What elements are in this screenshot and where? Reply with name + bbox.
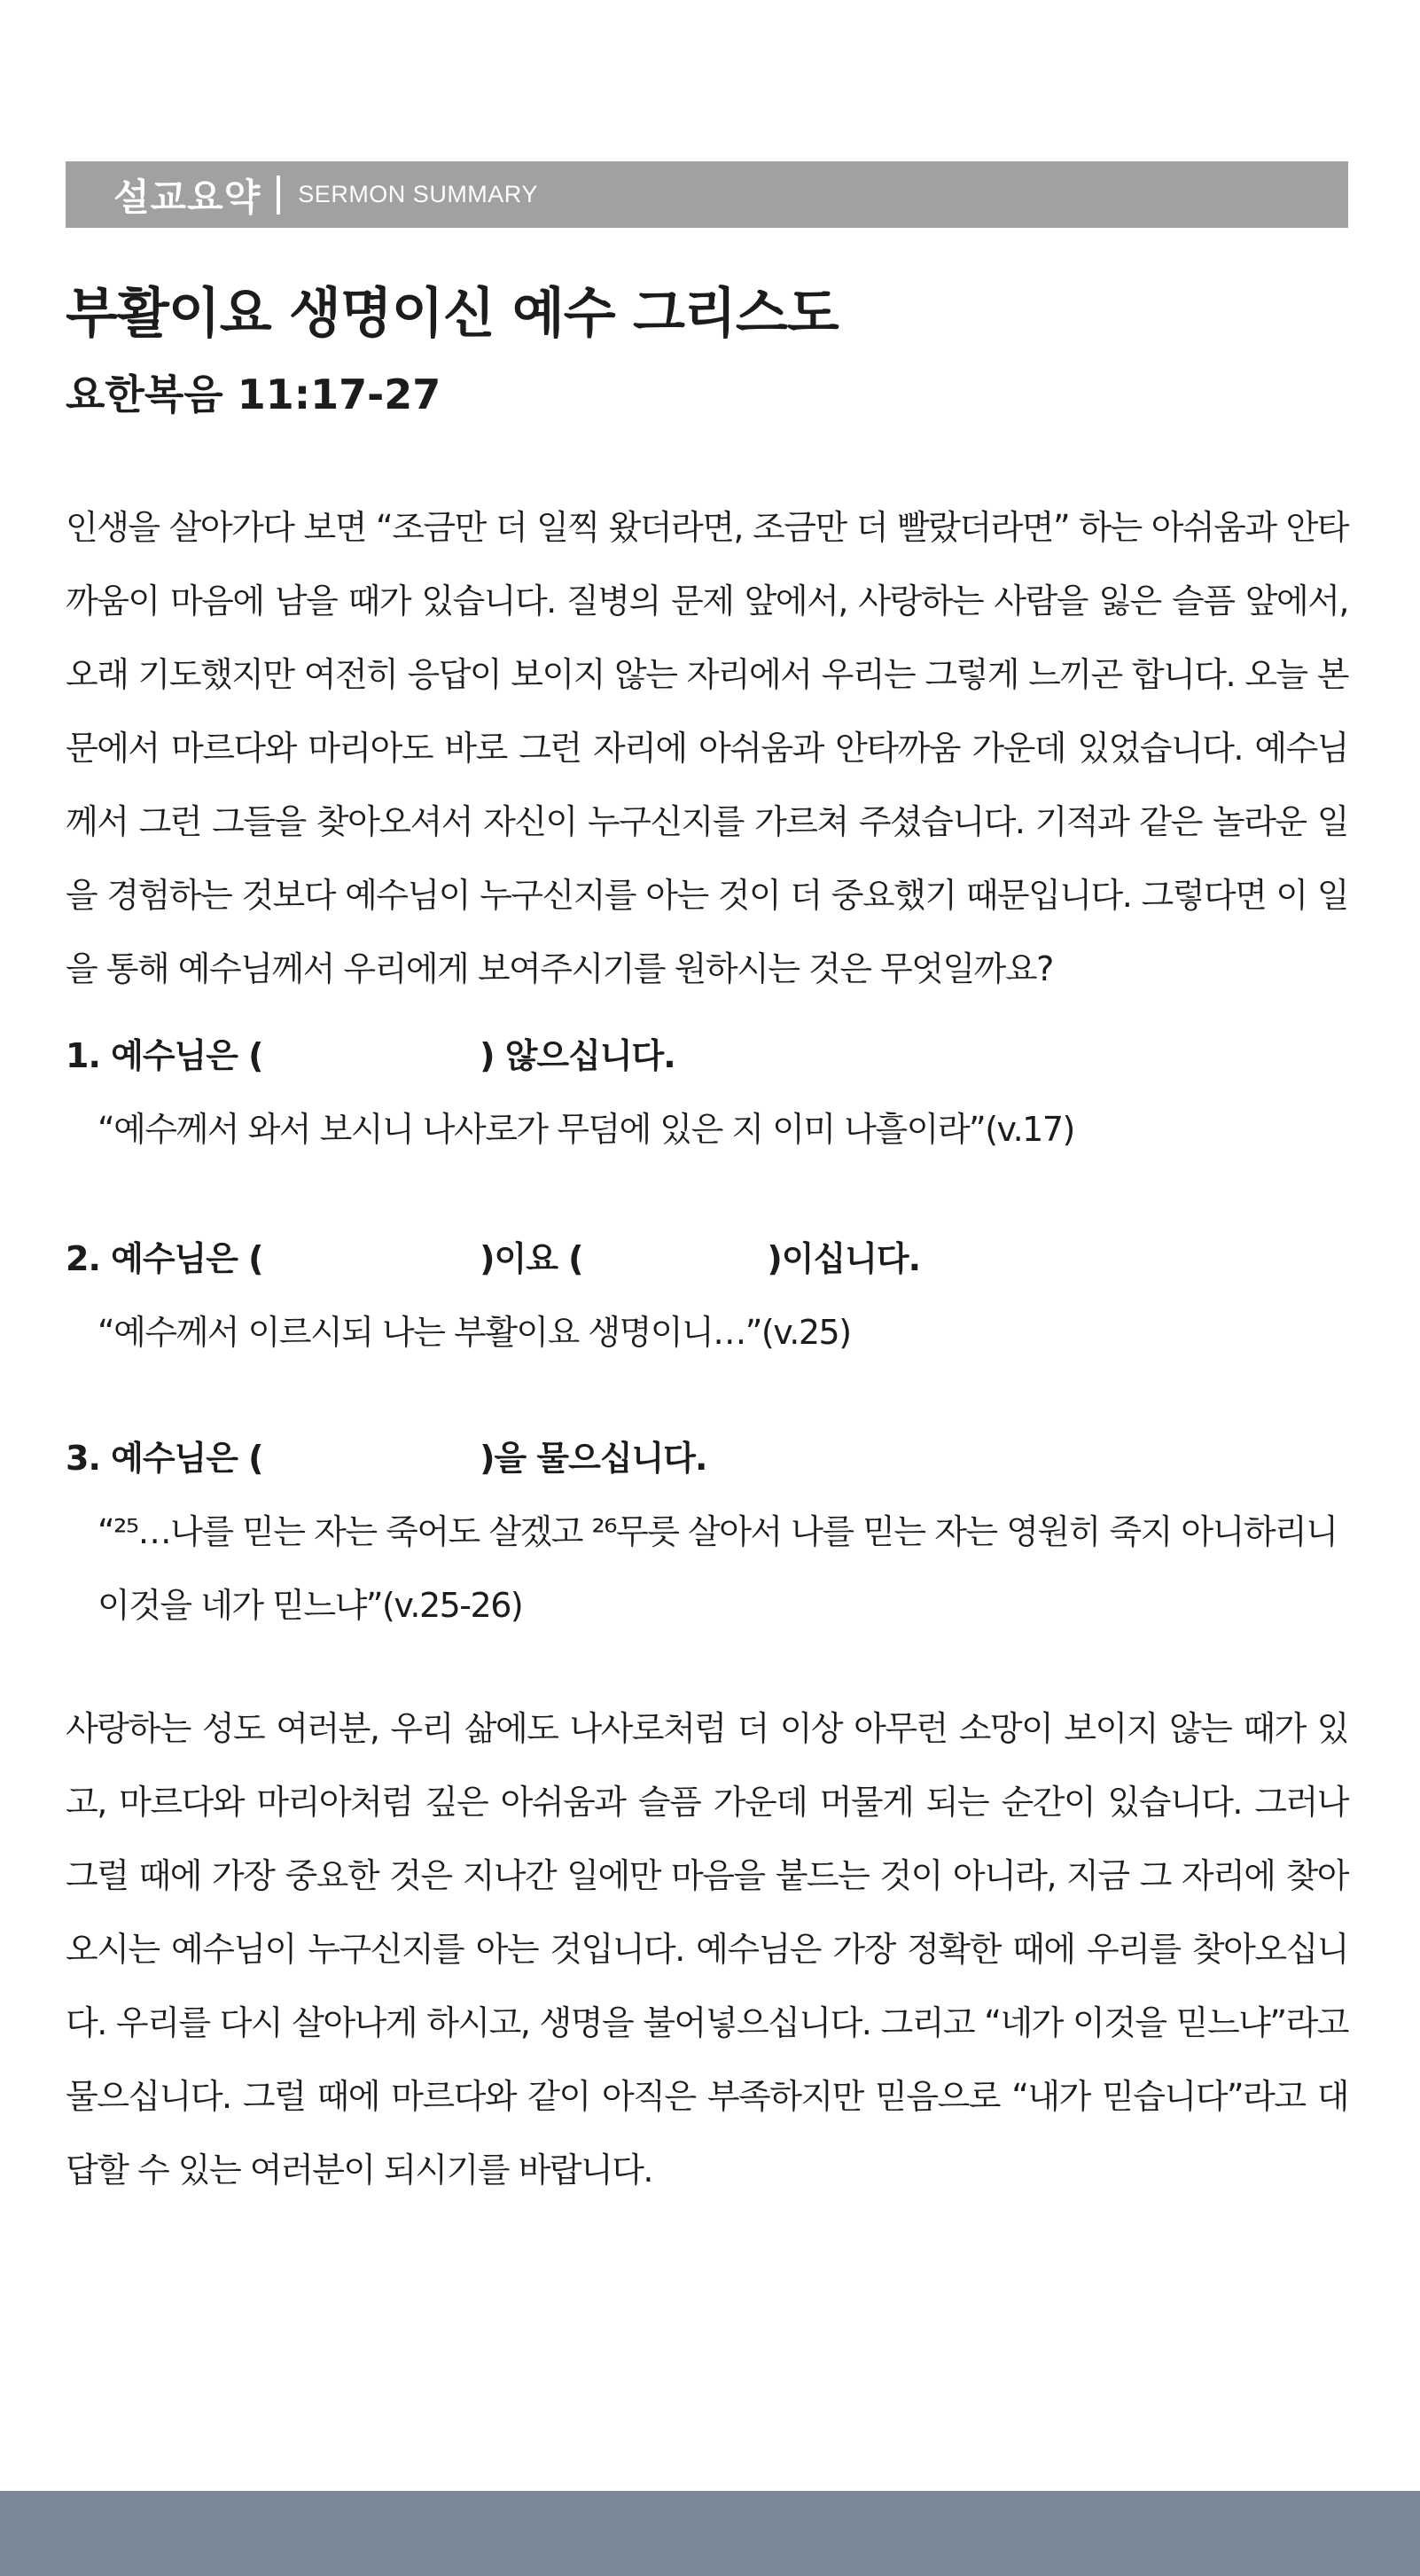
point-heading: 3. 예수님은 ( )을 물으십니다. (66, 1439, 707, 1478)
section-title-korean: 설교요약 (113, 175, 261, 219)
sermon-title: 부활이요 생명이신 예수 그리스도 (66, 282, 839, 345)
scripture-reference: 요한복음 11:17-27 (66, 371, 441, 418)
footer-bar (0, 2491, 1420, 2576)
sermon-point-3 (66, 1422, 1348, 1643)
point-heading: 1. 예수님은 ( ) 않으십니다. (66, 1036, 675, 1075)
sermon-point-1 (66, 1019, 1348, 1167)
point-verse: “²⁵…나를 믿는 자는 죽어도 살겠고 ²⁶무릇 살아서 나를 믿는 자는 영원히 죽지 아니하리니 이것을 네가 믿느냐”(v.25-26) (98, 1512, 1338, 1625)
point-heading: 2. 예수님은 ( )이요 ( )이십니다. (66, 1239, 921, 1278)
sermon-point-2 (66, 1222, 1348, 1370)
header-divider (277, 176, 280, 215)
section-title-english: SERMON SUMMARY (298, 181, 538, 207)
closing-paragraph: 사랑하는 성도 여러분, 우리 삶에도 나사로처럼 더 이상 아무런 소망이 보이지 않는 때가 있고, 마르다와 마리아처럼 깊은 아쉬움과 슬픔 가운데 머물게 되는 순간이 있습니다. 그러나 그럴 때에 가장 중요한 것은 지나간 일에만 마음을 붙드는 것이 아니라, 지금 그 자리에 찾아오시는 예수님이 누구신지를 아는 것입니다. 예수님은 가장 정확한 때에 우리를 찾아오십니다. 우리를 다시 살아나게 하시고, 생명을 불어넣으십니다. 그리고 “네가 이것을 믿느냐”라고 물으십니다. 그럴 때에 마르다와 같이 아직은 부족하지만 믿음으로 “내가 믿습니다”라고 대답할 수 있는 여러분이 되시기를 바랍니다. (66, 1709, 1348, 2190)
point-verse: “예수께서 이르시되 나는 부활이요 생명이니…”(v.25) (98, 1313, 851, 1352)
section-header-bar (66, 161, 1348, 228)
intro-paragraph: 인생을 살아가다 보면 “조금만 더 일찍 왔더라면, 조금만 더 빨랐더라면” 하는 아쉬움과 안타까움이 마음에 남을 때가 있습니다. 질병의 문제 앞에서, 사랑하는 사람을 잃은 슬픔 앞에서, 오래 기도했지만 여전히 응답이 보이지 않는 자리에서 우리는 그렇게 느끼곤 합니다. 오늘 본문에서 마르다와 마리아도 바로 그런 자리에 아쉬움과 안타까움 가운데 있었습니다. 예수님께서 그런 그들을 찾아오셔서 자신이 누구신지를 가르쳐 주셨습니다. 기적과 같은 놀라운 일을 경험하는 것보다 예수님이 누구신지를 아는 것이 더 중요했기 때문입니다. 그렇다면 이 일을 통해 예수님께서 우리에게 보여주시기를 원하시는 것은 무엇일까요? (66, 508, 1348, 988)
point-verse: “예수께서 와서 보시니 나사로가 무덤에 있은 지 이미 나흘이라”(v.17) (98, 1110, 1074, 1149)
